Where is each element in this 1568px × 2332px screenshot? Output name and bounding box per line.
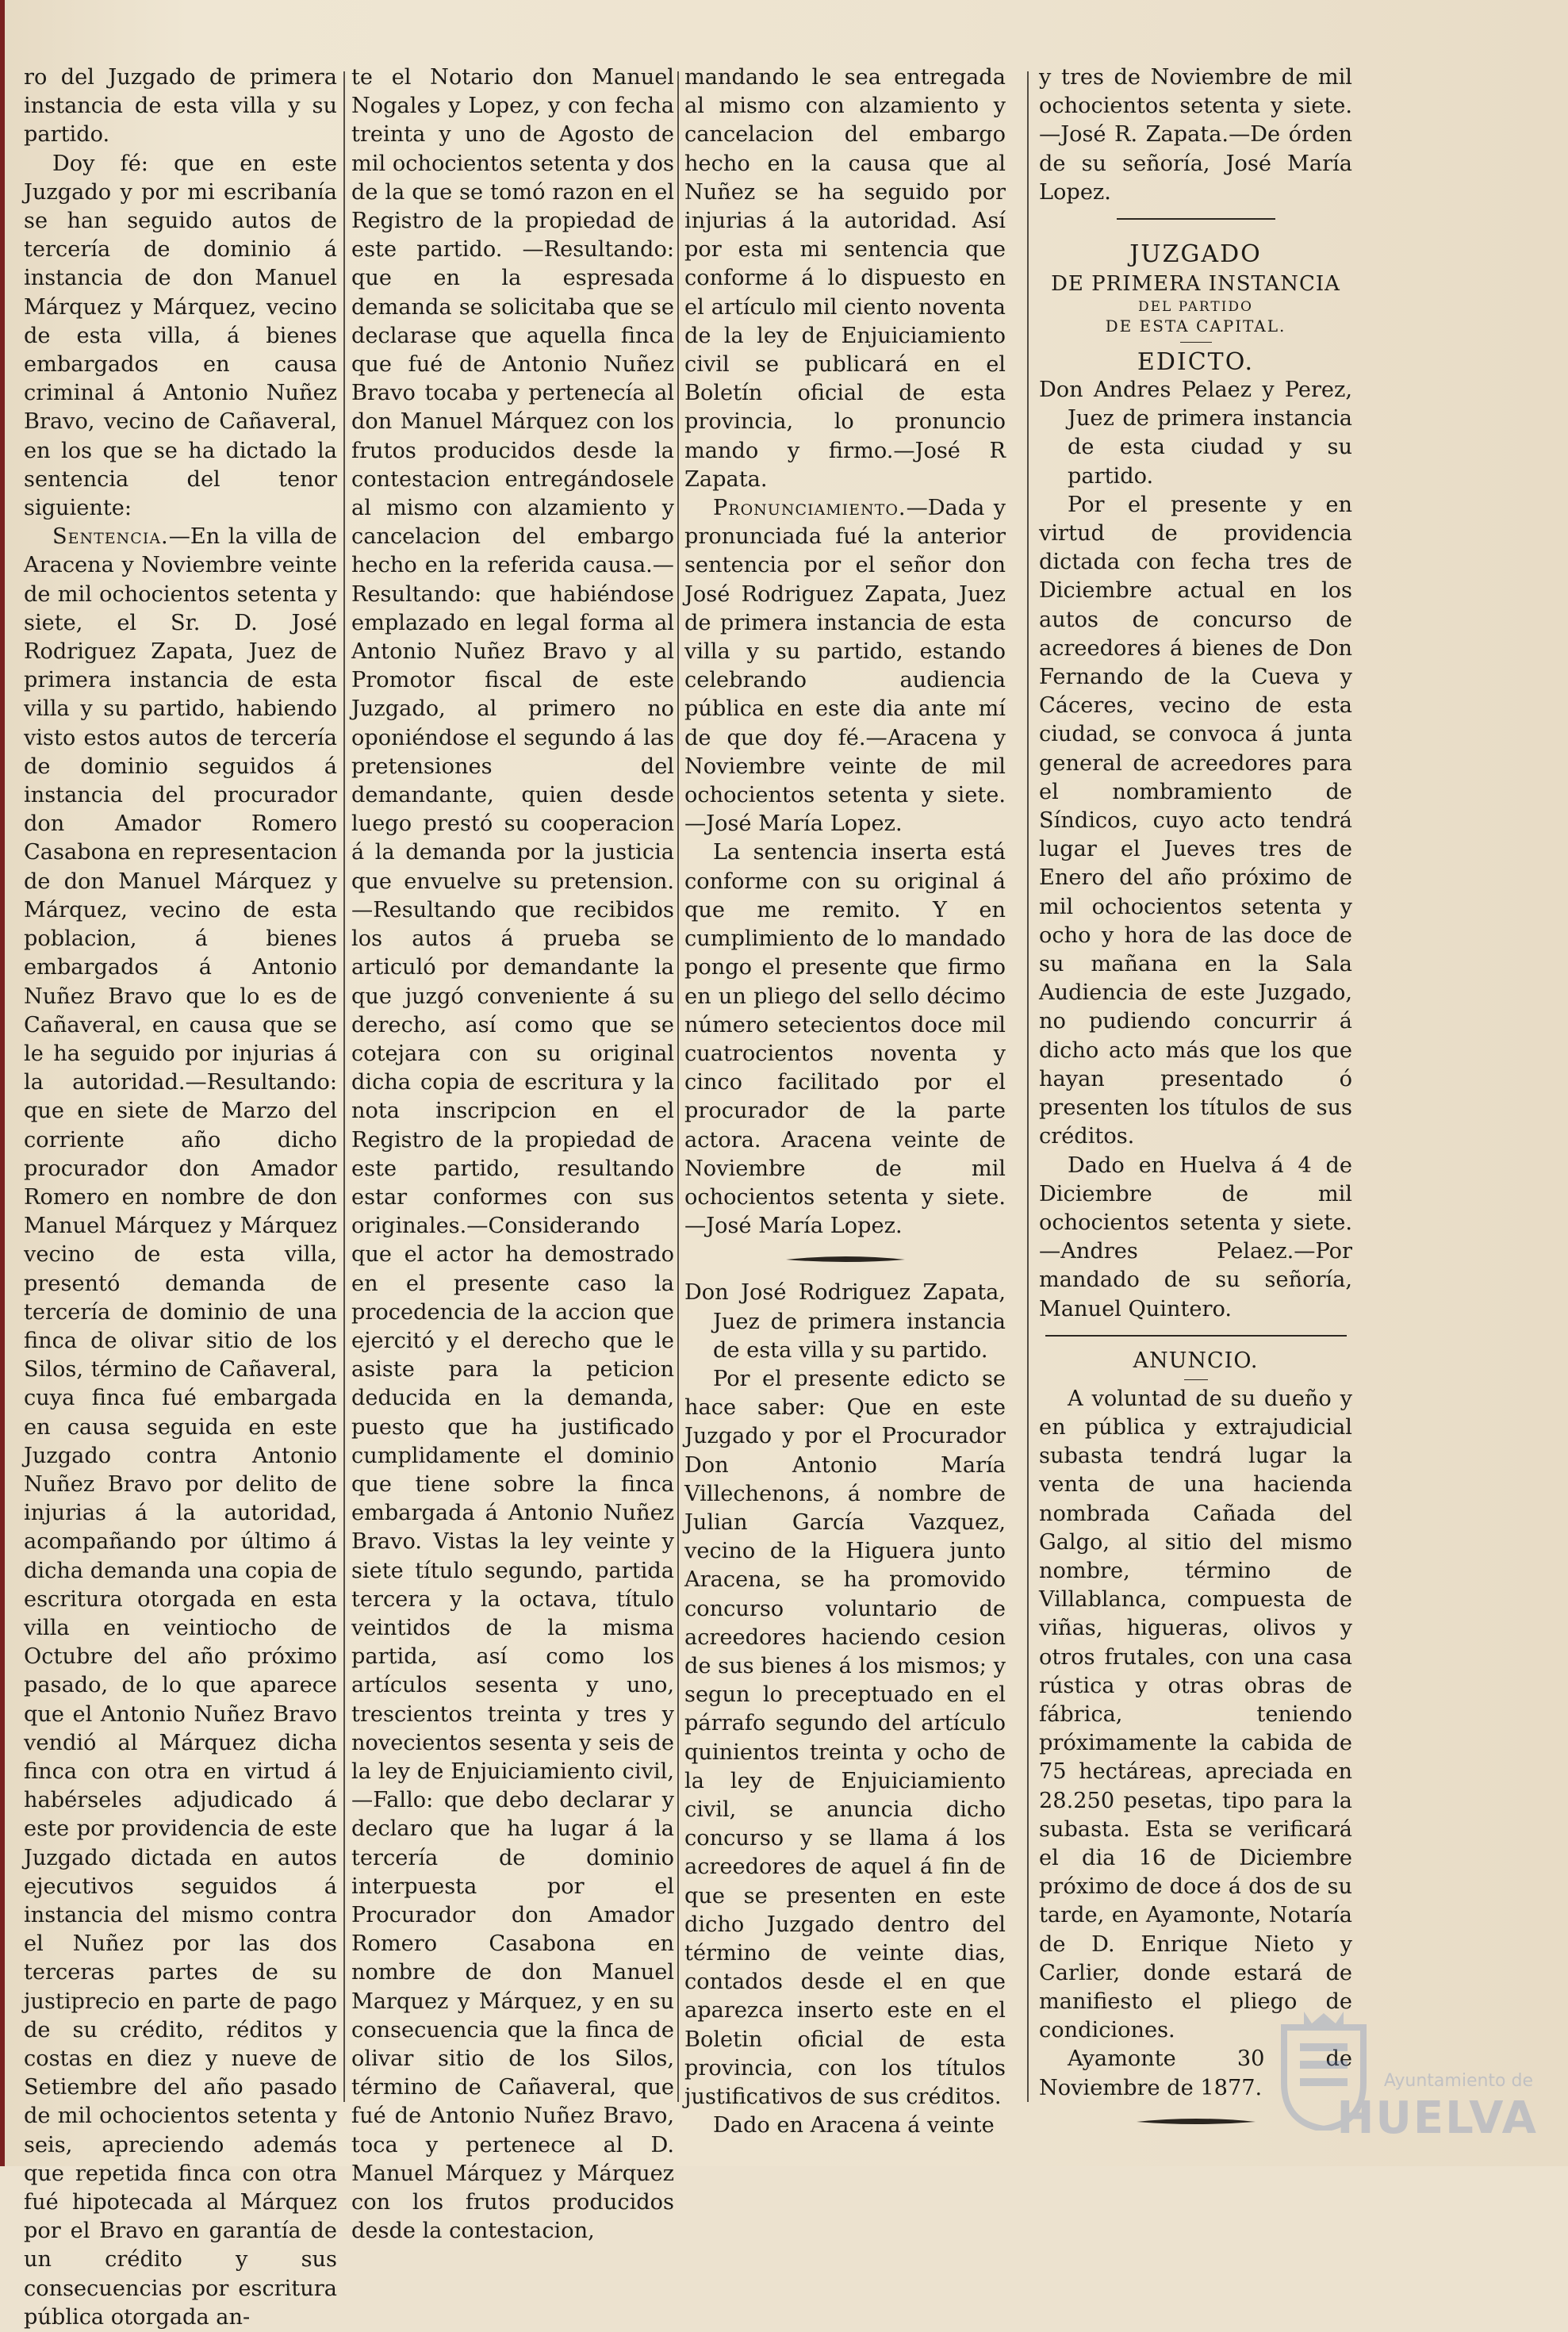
small-rule [1184, 1379, 1208, 1380]
column-2 [351, 63, 674, 2246]
pronunciamiento-text: —Dada y pronunciada fué la anterior sentencia por el señor don José Rodriguez Zapata, Juez de primera instancia de esta villa y su partido, estando celebrando audiencia pública en este dia ante mí de que doy fé.—Aracena y Noviembre veinte de mil ochocientos setenta y siete.—José María Lopez. [684, 496, 1006, 837]
separator-rule [1117, 218, 1275, 220]
column-divider [677, 71, 679, 2102]
archive-watermark [1276, 2012, 1538, 2150]
ornament-rule [1137, 2117, 1256, 2127]
pronunciamiento-label: Pronunciamiento. [713, 496, 907, 521]
column-1 [24, 63, 337, 2332]
ornament-rule [786, 1255, 905, 1264]
column-4 [1039, 63, 1352, 2141]
juzgado-title: JUZGADO [1129, 240, 1262, 269]
juzgado-subtitle-2: DEL PARTIDO [1137, 299, 1253, 316]
sentencia-text: —En la villa de Aracena y Noviembre veinte de mil ochocientos setenta y siete, el Sr. D. José Rodriguez Zapata, Juez de primera instancia de esta villa y su partido, habiendo visto estos autos de tercería de dominio seguidos á instancia del procurador don Amador Romero Casabona en representacion de don Manuel Márquez y Márquez, vecino de esta poblacion, á bienes embargados á Antonio Nuñez Bravo que lo es de Cañaveral, en causa que se le ha seguido por injurias á la autoridad.—Resultando: que en siete de Marzo del corriente año dicho procurador don Amador Romero en nombre de don Manuel Márquez y Márquez vecino de esta villa, presentó demanda de tercería de dominio de una finca de olivar sitio de los Silos, término de Cañaveral, cuya finca fué embargada en causa seguida en este Juzgado contra Antonio Nuñez Bravo por delito de injurias á la autoridad, acompañando por último á dicha demanda una copia de escritura otorgada en esta villa en veintiocho de Octubre del año próximo pasado, de lo que aparece que el Antonio Nuñez Bravo vendió al Márquez dicha finca con otra en virtud á habérseles adjudicado á este por providencia de este Juzgado dictada en autos ejecutivos seguidos á instancia del mismo contra el Nuñez por las dos terceras partes de su justiprecio en parte de pago de su crédito, réditos y costas en diez y nueve de Setiembre del año pasado de mil ochocientos setenta y seis, apreciendo además que repetida finca con otra fué hipotecada al Márquez por el Bravo en garantía de un crédito y sus consecuencias por escritura pública otorgada an- [24, 524, 337, 2330]
edicto-title: EDICTO. [1137, 348, 1255, 377]
watermark-title: HUELVA [1336, 2092, 1538, 2144]
small-rule [1180, 342, 1212, 343]
col1-paragraph-1: ro del Juzgado de primera instancia de esta villa y su partido. [24, 65, 337, 148]
col3-paragraph-1: mandando le sea entregada al mismo con alzamiento y cancelacion del embargo hecho en la causa que al Nuñez se ha seguido por injurias á la autoridad. Así por esta mi sentencia que conforme á lo dispuesto en el artículo mil ciento noventa de la ley de Enjuiciamiento civil se publicará en el Boletín oficial de esta provincia, lo pronuncio mando y firmo.—José R Zapata. [684, 65, 1006, 492]
col2-paragraph-1: te el Notario don Manuel Nogales y Lopez, y con fecha treinta y uno de Agosto de mil ochocientos setenta y dos de la que se tomó razon en el Registro de la propiedad de este partido. —Resultando: que en la espresada demanda se solicitaba que se declarase que aquella finca que fué de Antonio Nuñez Bravo tocaba y pertenecía al don Manuel Márquez con los frutos producidos desde la contestacion entregándosele al mismo con alzamiento y cancelacion del embargo hecho en la referida causa.—Resultando: que habiéndose emplazado en legal forma al Antonio Nuñez Bravo y al Promotor fiscal de este Juzgado, al primero no oponiéndose el segundo á las pretensiones del demandante, quien desde luego prestó su cooperacion á la demanda por la justicia que envuelve su pretension.—Resultando que recibidos los autos á prueba se articuló por demandante la que juzgó conveniente á su derecho, así como que se cotejara con su original dicha copia de escritura y la nota inscripcion en el Registro de la propiedad de este partido, resultando estar conformes con sus originales.—Considerando que el actor ha demostrado en el presente caso la procedencia de la accion que ejercitó y el derecho que le asiste para la peticion deducida en la demanda, puesto que ha justificado cumplidamente el dominio que tiene sobre la finca embargada á Antonio Nuñez Bravo. Vistas la ley veinte y siete título segundo, partida tercera y la octava, título veintidos de la misma partida, así como los artículos sesenta y uno, trescientos treinta y tres y novecientos sesenta y seis de la ley de Enjuiciamiento civil, —Fallo: que debo declarar y declaro que ha lugar á la tercería de dominio interpuesta por el Procurador don Amador Romero Casabona en nombre de don Manuel Marquez y Márquez, y en su consecuencia que la finca de olivar sitio de los Silos, término de Cañaveral, que fué de Antonio Nuñez Bravo, toca y pertenece al D. Manuel Márquez y Márquez con los frutos producidos desde la contestacion, [351, 65, 674, 2244]
separator-rule [1045, 1335, 1347, 1337]
col3-paragraph-3: La sentencia inserta está conforme con su original á que me remito. Y en cumplimiento de lo mandado pongo el presente que firmo en un pliego del sello décimo número setecientos doce mil cuatrocientos noventa y cinco facilitado por el procurador de la parte actora. Aracena veinte de Noviembre de mil ochocientos setenta y siete.—José María Lopez. [684, 840, 1006, 1239]
col1-sentencia [24, 523, 337, 2332]
edicto-signature: Dado en Huelva á 4 de Diciembre de mil ochocientos setenta y siete.—Andres Pelaez.—Por mandado de su señoría, Manuel Quintero. [1039, 1153, 1352, 1321]
col3-paragraph-6: Dado en Aracena á veinte [713, 2113, 995, 2138]
juzgado-subtitle-3: DE ESTA CAPITAL. [1105, 316, 1286, 336]
anuncio-title: ANUNCIO. [1133, 1348, 1259, 1373]
edicto-header: Don Andres Pelaez y Perez, Juez de primera instancia de esta ciudad y su partido. [1039, 378, 1352, 489]
juzgado-subtitle: DE PRIMERA INSTANCIA [1051, 272, 1340, 297]
col1-paragraph-2: Doy fé: que en este Juzgado y por mi escribanía se han seguido autos de tercería de dominio á instancia de don Manuel Márquez y Márquez, vecino de esta villa, á bienes embargados en causa criminal á Antonio Nuñez Bravo, vecino de Cañaveral, en los que se ha dictado la sentencia del tenor siguiente: [24, 151, 337, 521]
col4-paragraph-1: y tres de Noviembre de mil ochocientos setenta y siete.—José R. Zapata.—De órden de su señoría, José María Lopez. [1039, 65, 1352, 205]
column-divider [1027, 71, 1029, 2102]
anuncio-signature: Ayamonte 30 de Noviembre de 1877. [1039, 2046, 1352, 2100]
watermark-subtitle: Ayuntamiento de [1383, 2071, 1533, 2091]
col3-paragraph-5: Por el presente edicto se hace saber: Que en este Juzgado y por el Procurador Don Antonio María Villechenons, á nombre de Julian García Vazquez, vecino de la Higuera junto Aracena, se ha promovido concurso voluntario de acreedores haciendo cesion de sus bienes á los mismos; y segun lo preceptuado en el párrafo segundo del artículo quinientos treinta y ocho de la ley de Enjuiciamiento civil, se anuncia dicho concurso y se llama á los acreedores de aquel á fin de que se presenten en este dicho Juzgado dentro del término de veinte dias, contados desde el en que aparezca inserto este en el Boletin oficial de esta provincia, con los títulos justificativos de sus créditos. [684, 1366, 1006, 2110]
anuncio-body: A voluntad de su dueño y en pública y extrajudicial subasta tendrá lugar la venta de una hacienda nombrada Cañada del Galgo, al sitio del mismo nombre, término de Villablanca, compuesta de viñas, higueras, olivos y otros frutales, con una casa rústica y otras obras de fábrica, teniendo próximamente la cabida de 75 hectáreas, apreciada en 28.250 pesetas, tipo para la subasta. Esta se verificará el dia 16 de Diciembre próximo de doce á dos de su tarde, en Ayamonte, Notaría de D. Enrique Nieto y Carlier, donde estará de manifiesto el pliego de condiciones. [1039, 1386, 1352, 2043]
sentencia-label: Sentencia. [52, 524, 169, 550]
edict-header: Don José Rodriguez Zapata, Juez de primera instancia de esta villa y su partido. [684, 1280, 1006, 1363]
edicto-body: Por el presente y en virtud de providencia dictada con fecha tres de Diciembre actual en los autos de concurso de acreedores á bienes de Don Fernando de la Cueva y Cáceres, vecino de esta ciudad, se convoca á junta general de acreedores para el nombramiento de Síndicos, cuyo acto tendrá lugar el Jueves tres de Enero del año próximo de mil ochocientos setenta y ocho y hora de las doce de su mañana en la Sala Audiencia de este Juzgado, no pudiendo concurrir á dicho acto más que los que hayan presentado ó presenten los títulos de sus créditos. [1039, 492, 1352, 1149]
binding-edge [0, 0, 5, 2166]
column-3 [684, 63, 1006, 2140]
col3-pronunciamiento [684, 494, 1006, 838]
column-divider [343, 71, 345, 2102]
